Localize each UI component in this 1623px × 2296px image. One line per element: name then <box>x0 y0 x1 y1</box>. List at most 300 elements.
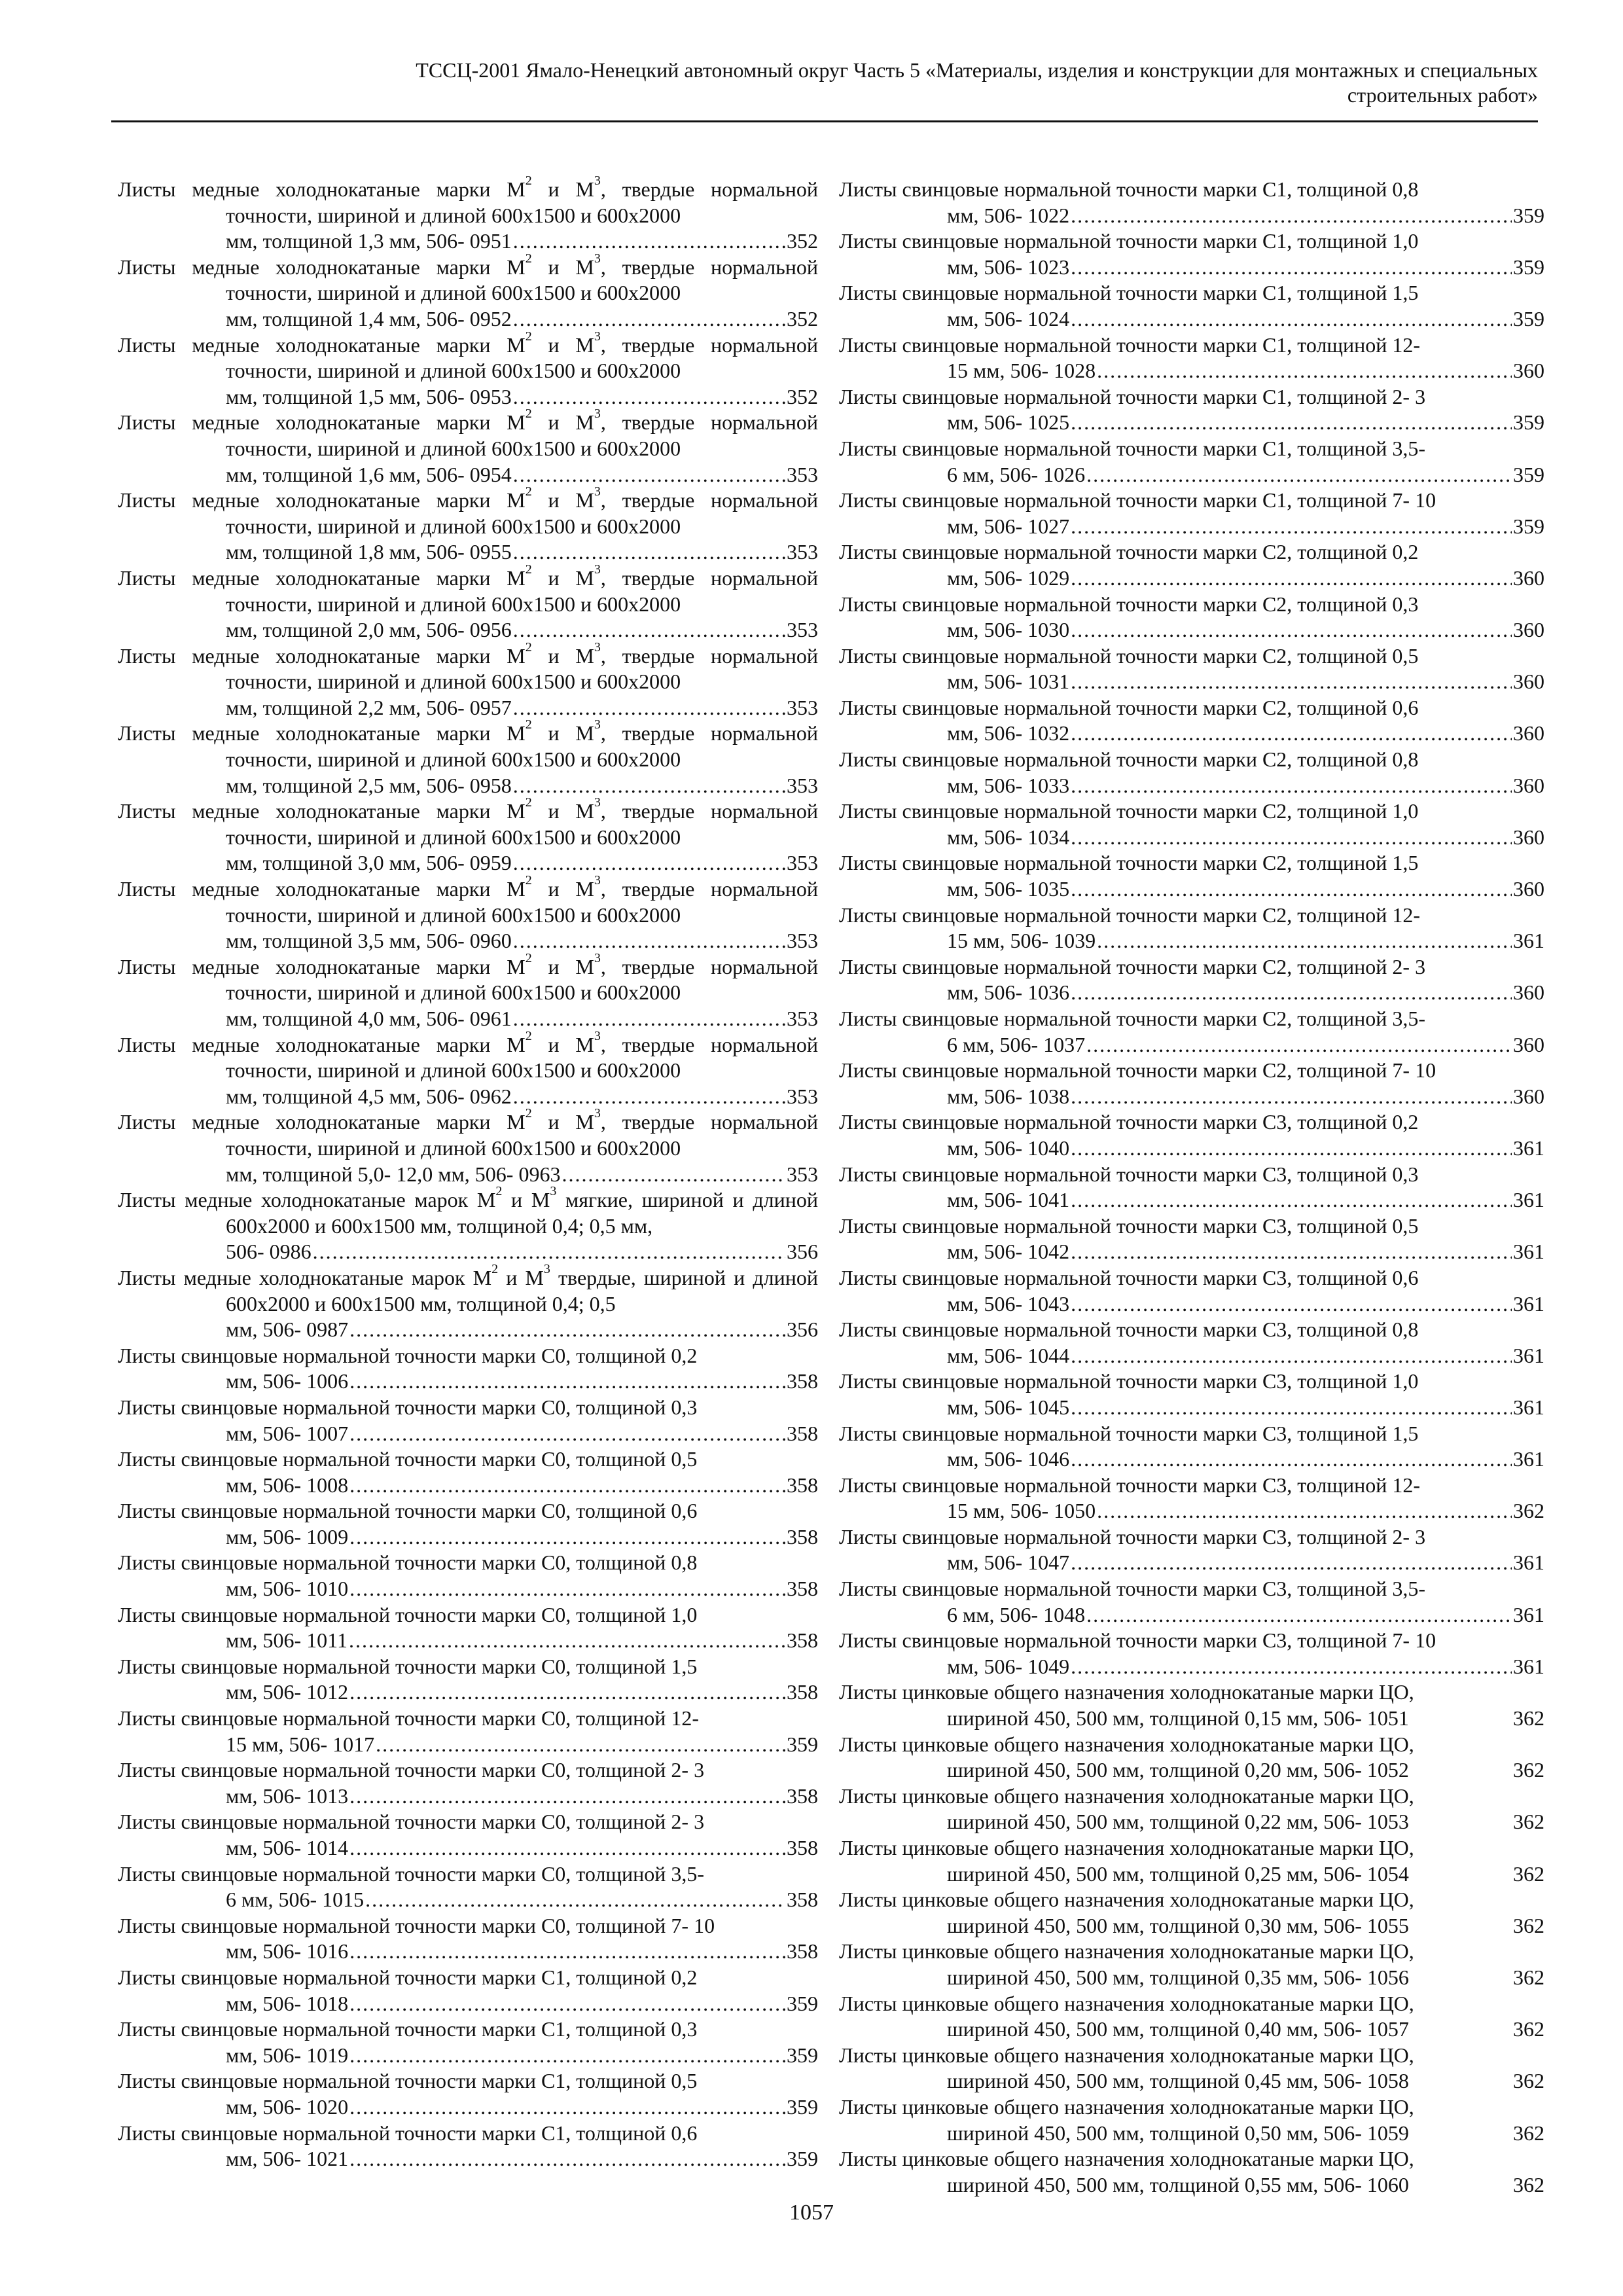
index-entry-page: 361 <box>1513 1291 1544 1316</box>
index-entry-text: Листы свинцовые нормальной точности марки С1, толщиной 0,2 <box>118 1965 698 1989</box>
index-entry-code: мм, 506- 1011 <box>226 1628 348 1653</box>
index-entry-text: Листы свинцовые нормальной точности марки С3, толщиной 3,5- <box>839 1577 1426 1601</box>
index-entry-code: мм, толщиной 1,6 мм, 506- 0954 <box>226 462 512 486</box>
index-entry-tail <box>947 462 1544 488</box>
index-entry <box>839 488 1544 539</box>
index-entry-page: 360 <box>1513 1032 1544 1056</box>
index-entry <box>118 1028 819 1110</box>
index-entry-text: Листы медные холоднокатаные марки $М^2$ и $М^3$, твердые нормальной точности, шириной и длиной 600х1500 и 600х2000 <box>118 717 819 772</box>
index-entry-page: 356 <box>787 1318 818 1342</box>
index-entry-page: 360 <box>1513 670 1544 694</box>
index-entry-tail <box>226 1084 818 1110</box>
index-entry <box>118 251 819 332</box>
dot-leader <box>513 850 785 876</box>
running-header-line-2: строительных работ» <box>1347 83 1538 107</box>
dot-leader <box>349 1369 785 1395</box>
index-entry-code: мм, 506- 1016 <box>226 1939 349 1964</box>
index-entry-code: шириной 450, 500 мм, толщиной 0,40 мм, 506- 1057 <box>947 2017 1409 2041</box>
index-entry <box>839 332 1544 384</box>
index-entry-tail <box>947 876 1544 903</box>
index-entry-code: мм, 506- 1020 <box>226 2094 349 2119</box>
index-entry-tail <box>226 1162 818 1188</box>
index-entry-tail <box>947 255 1544 281</box>
index-entry <box>839 228 1544 280</box>
dot-leader <box>513 539 785 565</box>
index-entry-code: мм, 506- 1010 <box>226 1577 349 1601</box>
index-entry-text: Листы цинковые общего назначения холоднокатаные марки ЦО, <box>839 1732 1414 1756</box>
index-entry-tail <box>226 1628 818 1654</box>
index-entry-page: 358 <box>787 1836 818 1859</box>
index-entry <box>118 1654 818 1706</box>
dot-leader <box>1071 1084 1512 1110</box>
index-entry-text: Листы медные холоднокатаные марки $М^2$ и $М^3$, твердые нормальной точности, шириной и длиной 600х1500 и 600х2000 <box>118 950 819 1005</box>
index-entry-code: мм, толщиной 5,0- 12,0 мм, 506- 0963 <box>226 1162 561 1186</box>
index-entry-tail <box>947 669 1544 695</box>
dot-leader <box>1097 928 1512 954</box>
index-entry-text: Листы медные холоднокатаные марок $М^2$ и $М^3$ твердые, шириной и длиной 600х2000 и 600х1500 мм, толщиной 0,4; 0,5 <box>118 1261 819 1316</box>
index-entry-text: Листы свинцовые нормальной точности марки С3, толщиной 1,0 <box>839 1369 1419 1393</box>
index-entry-page: 361 <box>1513 1240 1544 1264</box>
index-entry-text: Листы свинцовые нормальной точности марки С2, толщиной 0,5 <box>839 643 1419 668</box>
index-entry-tail <box>947 2068 1544 2094</box>
dot-leader <box>1071 1654 1512 1680</box>
index-entry-page: 361 <box>1513 929 1544 953</box>
index-entry-tail <box>947 1861 1544 1888</box>
index-entry <box>839 798 1544 850</box>
index-entry-text: Листы свинцовые нормальной точности марки С1, толщиной 7- 10 <box>839 488 1436 512</box>
index-entry-tail <box>226 1679 818 1706</box>
dot-leader <box>376 1732 785 1758</box>
index-entry <box>839 1265 1544 1317</box>
index-entry <box>118 2068 818 2120</box>
running-header-line-1: ТССЦ-2001 Ямало-Ненецкий автономный округ Часть 5 «Материалы, изделия и конструкции для монтажных и специальных <box>416 58 1538 82</box>
index-entry-page: 359 <box>1513 203 1544 227</box>
index-entry-page: 359 <box>787 1732 818 1756</box>
index-entry-tail <box>226 1524 818 1551</box>
index-entry <box>839 592 1544 643</box>
index-entry-code: мм, 506- 1008 <box>226 1473 349 1497</box>
index-entry-code: мм, 506- 1047 <box>947 1551 1070 1575</box>
dot-leader <box>349 2146 785 2172</box>
dot-leader <box>1071 1395 1512 1421</box>
index-entry <box>118 639 819 721</box>
index-entry-tail <box>226 228 818 255</box>
index-entry-page: 356 <box>787 1240 818 1264</box>
index-entry-page: 359 <box>1513 306 1544 331</box>
index-entry <box>839 1628 1544 1679</box>
index-entry-code: 15 мм, 506- 1017 <box>226 1732 375 1756</box>
index-entry-text: Листы свинцовые нормальной точности марки С0, толщиной 3,5- <box>118 1861 705 1886</box>
dot-leader <box>349 1835 785 1861</box>
index-entry <box>118 1602 818 1654</box>
index-entry <box>839 1369 1544 1420</box>
index-entry-page: 358 <box>787 1369 818 1393</box>
index-entry <box>118 717 819 798</box>
index-entry-code: мм, 506- 1029 <box>947 565 1070 590</box>
index-entry-text: Листы цинковые общего назначения холоднокатаные марки ЦО, <box>839 1991 1414 2015</box>
index-entry <box>118 484 819 565</box>
index-entry-code: мм, 506- 1023 <box>947 255 1070 279</box>
index-entry-code: мм, 506- 1033 <box>947 773 1070 797</box>
index-entry-text: Листы свинцовые нормальной точности марки С0, толщиной 2- 3 <box>118 1758 705 1782</box>
index-entry-code: мм, толщиной 1,5 мм, 506- 0953 <box>226 384 512 408</box>
index-entry-code: 6 мм, 506- 1026 <box>947 462 1086 486</box>
index-entry-code: мм, толщиной 2,0 мм, 506- 0956 <box>226 618 512 642</box>
index-entry-page: 353 <box>787 773 818 797</box>
index-entry <box>118 873 819 954</box>
index-entry-text: Листы свинцовые нормальной точности марки С2, толщиной 0,6 <box>839 695 1419 719</box>
index-entry-tail <box>947 825 1544 851</box>
index-entry-text: Листы свинцовые нормальной точности марки С1, толщиной 1,0 <box>839 229 1419 253</box>
index-entry-text: Листы свинцовые нормальной точности марки С1, толщиной 3,5- <box>839 436 1426 460</box>
index-entry-tail <box>947 617 1544 643</box>
index-entry-tail <box>947 1446 1544 1473</box>
index-entry-tail <box>226 539 818 565</box>
index-entry-text: Листы свинцовые нормальной точности марки С1, толщиной 1,5 <box>839 281 1419 305</box>
dot-leader <box>1071 1187 1512 1213</box>
index-entry-tail <box>947 1757 1544 1784</box>
index-entry-text: Листы свинцовые нормальной точности марки С2, толщиной 0,2 <box>839 540 1419 564</box>
index-entry <box>839 1887 1544 1939</box>
index-entry-text: Листы медные холоднокатаные марки $М^2$ и $М^3$, твердые нормальной точности, шириной и длиной 600х1500 и 600х2000 <box>118 173 819 227</box>
index-entry <box>118 2121 818 2172</box>
index-entry-page: 358 <box>787 1680 818 1704</box>
index-entry-code: мм, 506- 1043 <box>947 1291 1070 1316</box>
index-entry-code: шириной 450, 500 мм, толщиной 0,15 мм, 506- 1051 <box>947 1706 1409 1731</box>
index-entry-tail <box>947 2121 1544 2147</box>
index-entry-tail <box>947 928 1544 954</box>
index-entry-code: мм, 506- 1014 <box>226 1836 349 1859</box>
index-entry-text: Листы свинцовые нормальной точности марки С2, толщиной 2- 3 <box>839 954 1426 978</box>
dot-leader <box>1071 876 1512 903</box>
index-entry-text: Листы свинцовые нормальной точности марки С1, толщиной 0,3 <box>118 2017 698 2041</box>
dot-leader <box>513 695 785 721</box>
header-divider <box>111 120 1538 122</box>
index-entry-tail <box>947 2017 1544 2043</box>
index-entry-page: 353 <box>787 1007 818 1030</box>
index-entry-tail <box>947 1343 1544 1369</box>
index-entry-text: Листы медные холоднокатаные марок $М^2$ и $М^3$ мягкие, шириной и длиной 600х2000 и 600х1500 мм, толщиной 0,4; 0,5 мм, <box>118 1184 819 1238</box>
index-entry-tail <box>947 1084 1544 1110</box>
index-entry-code: шириной 450, 500 мм, толщиной 0,22 мм, 506- 1053 <box>947 1810 1409 1834</box>
index-entry-page: 361 <box>1513 1551 1544 1575</box>
index-entry-text: Листы цинковые общего назначения холоднокатаные марки ЦО, <box>839 1836 1414 1859</box>
index-entry-code: 15 мм, 506- 1039 <box>947 929 1096 953</box>
index-entry-tail <box>226 1369 818 1395</box>
index-entry-page: 361 <box>1513 1447 1544 1471</box>
index-entry-text: Листы свинцовые нормальной точности марки С2, толщиной 0,3 <box>839 592 1419 616</box>
index-entry <box>118 795 819 876</box>
dot-leader <box>1071 773 1512 799</box>
dot-leader <box>1071 721 1512 747</box>
index-entry <box>118 2017 818 2068</box>
index-entry-code: мм, 506- 1013 <box>226 1784 349 1808</box>
dot-leader <box>349 1576 785 1602</box>
dot-leader <box>513 306 785 332</box>
index-entry-tail <box>947 358 1544 384</box>
dot-leader <box>1071 1446 1512 1473</box>
index-entry-text: Листы цинковые общего назначения холоднокатаные марки ЦО, <box>839 1680 1414 1704</box>
index-entry-tail <box>947 1395 1544 1421</box>
index-entry <box>118 1861 818 1913</box>
index-entry <box>839 1524 1544 1576</box>
index-entry-page: 362 <box>1513 2121 1544 2145</box>
index-entry-code: мм, 506- 1036 <box>947 980 1070 1005</box>
dot-leader <box>1071 669 1512 695</box>
index-entry-page: 361 <box>1513 1395 1544 1419</box>
dot-leader <box>1071 306 1512 332</box>
dot-leader <box>513 462 785 488</box>
index-entry-code: 6 мм, 506- 1015 <box>226 1888 365 1912</box>
dot-leader <box>349 1317 785 1343</box>
index-entry-code: мм, 506- 0987 <box>226 1318 349 1342</box>
index-entry-code: мм, толщиной 2,2 мм, 506- 0957 <box>226 695 512 719</box>
index-entry-code: мм, толщиной 1,3 мм, 506- 0951 <box>226 229 512 253</box>
index-entry-tail <box>947 1706 1544 1732</box>
dot-leader <box>349 1473 785 1499</box>
index-entry-page: 359 <box>1513 514 1544 538</box>
index-entry <box>118 1261 819 1343</box>
index-entry-code: мм, 506- 1032 <box>947 721 1070 745</box>
index-entry-tail <box>947 1239 1544 1265</box>
index-entry-page: 358 <box>787 1421 818 1445</box>
index-entry-text: Листы медные холоднокатаные марки $М^2$ и $М^3$, твердые нормальной точности, шириной и длиной 600х1500 и 600х2000 <box>118 406 819 460</box>
index-entry-code: мм, 506- 1021 <box>226 2147 349 2171</box>
index-entry <box>118 1343 818 1395</box>
index-entry <box>839 1835 1544 1887</box>
index-entry-code: мм, 506- 1040 <box>947 1136 1070 1160</box>
index-entry-text: Листы свинцовые нормальной точности марки С3, толщиной 0,5 <box>839 1213 1419 1238</box>
dot-leader <box>349 2094 785 2121</box>
index-entry <box>839 1732 1544 1784</box>
index-entry-text: Листы свинцовые нормальной точности марки С3, толщиной 12- <box>839 1473 1421 1497</box>
index-entry <box>118 406 819 488</box>
index-entry <box>839 2094 1544 2146</box>
dot-leader <box>562 1162 785 1188</box>
index-entry <box>839 280 1544 332</box>
index-entry-tail <box>226 2043 818 2069</box>
dot-leader <box>1071 203 1512 229</box>
index-entry-text: Листы медные холоднокатаные марки $М^2$ и $М^3$, твердые нормальной точности, шириной и длиной 600х1500 и 600х2000 <box>118 1028 819 1083</box>
index-entry-page: 360 <box>1513 877 1544 901</box>
dot-leader <box>513 773 785 799</box>
index-entry <box>839 384 1544 436</box>
index-entry-code: мм, 506- 1035 <box>947 877 1070 901</box>
index-entry <box>118 1757 818 1809</box>
index-entry-tail <box>947 565 1544 592</box>
index-entry-text: Листы свинцовые нормальной точности марки С2, толщиной 7- 10 <box>839 1058 1436 1083</box>
index-entry-code: мм, 506- 1027 <box>947 514 1070 538</box>
index-entry-tail <box>947 1913 1544 1939</box>
index-entry <box>839 1213 1544 1265</box>
index-entry-text: Листы свинцовые нормальной точности марки С3, толщиной 2- 3 <box>839 1524 1426 1549</box>
index-entry <box>839 695 1544 747</box>
dot-leader <box>1086 1032 1512 1058</box>
index-entry-code: мм, 506- 1041 <box>947 1188 1070 1212</box>
index-entry-page: 353 <box>787 1162 818 1186</box>
index-entry-page: 361 <box>1513 1136 1544 1160</box>
index-entry-tail <box>947 1187 1544 1213</box>
index-entry-code: шириной 450, 500 мм, толщиной 0,45 мм, 506- 1058 <box>947 2069 1409 2093</box>
index-entry <box>839 1939 1544 1990</box>
index-entry-tail <box>226 1939 818 1965</box>
index-entry <box>839 539 1544 591</box>
index-entry-code: мм, 506- 1012 <box>226 1680 349 1704</box>
page-number: 1057 <box>789 2200 834 2225</box>
index-entry-tail <box>947 203 1544 229</box>
index-entry-page: 360 <box>1513 1084 1544 1108</box>
index-entry-text: Листы медные холоднокатаные марки $М^2$ и $М^3$, твердые нормальной точности, шириной и длиной 600х1500 и 600х2000 <box>118 873 819 927</box>
index-entry-tail <box>226 1991 818 2017</box>
dot-leader <box>365 1887 785 1913</box>
index-entry-page: 353 <box>787 618 818 642</box>
index-entry-page: 353 <box>787 540 818 564</box>
index-entry-tail <box>947 2172 1544 2198</box>
dot-leader <box>513 1006 785 1032</box>
index-entry-code: 506- 0986 <box>226 1240 312 1264</box>
index-entry-code: шириной 450, 500 мм, толщиной 0,20 мм, 506- 1052 <box>947 1758 1409 1782</box>
index-entry-text: Листы свинцовые нормальной точности марки С2, толщиной 3,5- <box>839 1007 1426 1030</box>
index-entry-code: мм, 506- 1009 <box>226 1524 349 1549</box>
dot-leader <box>349 1524 785 1551</box>
index-entry <box>839 1317 1544 1369</box>
index-entry-code: мм, 506- 1018 <box>226 1991 349 2015</box>
index-entry-text: Листы свинцовые нормальной точности марки С3, толщиной 1,5 <box>839 1421 1419 1445</box>
index-entry-page: 362 <box>1513 1758 1544 1782</box>
index-entry-code: мм, толщиной 3,5 мм, 506- 0960 <box>226 929 512 953</box>
index-entry-text: Листы свинцовые нормальной точности марки С1, толщиной 0,8 <box>839 177 1419 201</box>
index-entry-page: 358 <box>787 1939 818 1964</box>
index-entry-text: Листы цинковые общего назначения холоднокатаные марки ЦО, <box>839 2043 1414 2067</box>
index-entry-text: Листы свинцовые нормальной точности марки С3, толщиной 0,6 <box>839 1265 1419 1289</box>
index-entry-page: 358 <box>787 1524 818 1549</box>
index-entry-text: Листы медные холоднокатаные марки $М^2$ и $М^3$, твердые нормальной точности, шириной и длиной 600х1500 и 600х2000 <box>118 251 819 305</box>
index-entry-text: Листы свинцовые нормальной точности марки С1, толщиной 0,5 <box>118 2069 698 2093</box>
index-entry-code: мм, толщиной 1,4 мм, 506- 0952 <box>226 306 512 331</box>
index-entry <box>839 2146 1544 2198</box>
index-entry <box>118 1184 819 1265</box>
dot-leader <box>1071 1343 1512 1369</box>
index-entry-tail <box>226 1835 818 1861</box>
index-entry-text: Листы цинковые общего назначения холоднокатаные марки ЦО, <box>839 2147 1414 2171</box>
index-entry-code: мм, толщиной 4,0 мм, 506- 0961 <box>226 1007 512 1030</box>
index-entry <box>839 2043 1544 2094</box>
index-column-right <box>839 177 1544 2198</box>
index-entry <box>118 1498 818 1550</box>
index-entry-page: 359 <box>787 1991 818 2015</box>
index-entry <box>118 1446 818 1498</box>
index-entry <box>118 1706 818 1757</box>
index-entry-page: 361 <box>1513 1602 1544 1626</box>
index-entry-tail <box>226 1317 818 1343</box>
index-entry-text: Листы свинцовые нормальной точности марки С1, толщиной 0,6 <box>118 2121 698 2145</box>
dot-leader <box>1071 565 1512 592</box>
index-entry-page: 353 <box>787 851 818 875</box>
index-entry-code: мм, 506- 1007 <box>226 1421 349 1445</box>
index-entry-code: мм, 506- 1024 <box>947 306 1070 331</box>
index-entry-page: 362 <box>1513 1810 1544 1834</box>
index-entry-code: 6 мм, 506- 1037 <box>947 1032 1086 1056</box>
index-entry-text: Листы свинцовые нормальной точности марки С3, толщиной 0,3 <box>839 1162 1419 1186</box>
index-entry-tail <box>226 695 818 721</box>
index-entry-text: Листы медные холоднокатаные марки $М^2$ и $М^3$, твердые нормальной точности, шириной и длиной 600х1500 и 600х2000 <box>118 795 819 849</box>
index-entry-code: мм, 506- 1034 <box>947 825 1070 849</box>
index-entry-page: 362 <box>1513 2172 1544 2197</box>
index-entry-tail <box>226 928 818 954</box>
dot-leader <box>1086 462 1512 488</box>
index-entry-text: Листы свинцовые нормальной точности марки С0, толщиной 0,3 <box>118 1395 698 1419</box>
index-entry-page: 362 <box>1513 2069 1544 2093</box>
index-entry <box>839 1421 1544 1473</box>
index-entry-page: 360 <box>1513 618 1544 642</box>
index-entry-tail <box>947 1602 1544 1628</box>
index-entry-text: Листы медные холоднокатаные марки $М^2$ и $М^3$, твердые нормальной точности, шириной и длиной 600х1500 и 600х2000 <box>118 329 819 383</box>
index-entry-page: 358 <box>787 1577 818 1601</box>
index-entry-tail <box>226 1473 818 1499</box>
dot-leader <box>1086 1602 1512 1628</box>
index-entry-code: мм, 506- 1045 <box>947 1395 1070 1419</box>
index-entry-page: 360 <box>1513 825 1544 849</box>
index-entry-code: мм, 506- 1022 <box>947 203 1070 227</box>
index-entry-page: 362 <box>1513 1706 1544 1731</box>
dot-leader <box>1071 410 1512 436</box>
index-entry-page: 358 <box>787 1888 818 1912</box>
index-entry-page: 352 <box>787 306 818 331</box>
index-entry-page: 353 <box>787 462 818 486</box>
index-entry-tail <box>226 617 818 643</box>
index-entry-text: Листы свинцовые нормальной точности марки С0, толщиной 0,8 <box>118 1551 698 1575</box>
dot-leader <box>513 384 785 410</box>
index-entry-page: 362 <box>1513 2017 1544 2041</box>
index-entry-code: шириной 450, 500 мм, толщиной 0,25 мм, 506- 1054 <box>947 1861 1409 1886</box>
index-entry-tail <box>947 1498 1544 1524</box>
index-entry-tail <box>947 306 1544 332</box>
index-entry <box>839 1991 1544 2043</box>
index-entry-tail <box>226 1421 818 1447</box>
dot-leader <box>1071 1239 1512 1265</box>
index-entry-code: мм, 506- 1006 <box>226 1369 349 1393</box>
index-entry-tail <box>947 514 1544 540</box>
index-entry-text: Листы свинцовые нормальной точности марки С2, толщиной 0,8 <box>839 747 1419 772</box>
index-entry-tail <box>947 410 1544 436</box>
index-entry-page: 359 <box>1513 462 1544 486</box>
dot-leader <box>349 1628 785 1654</box>
index-entry <box>839 903 1544 954</box>
index-entry <box>839 850 1544 902</box>
index-entry <box>839 1006 1544 1058</box>
index-entry-text: Листы свинцовые нормальной точности марки С0, толщиной 0,2 <box>118 1343 698 1367</box>
index-entry-page: 352 <box>787 229 818 253</box>
index-entry-code: мм, толщиной 1,8 мм, 506- 0955 <box>226 540 512 564</box>
index-entry-text: Листы свинцовые нормальной точности марки С3, толщиной 0,2 <box>839 1110 1419 1134</box>
index-entry-page: 360 <box>1513 565 1544 590</box>
index-entry <box>839 436 1544 488</box>
index-entry-tail <box>947 1654 1544 1680</box>
index-entry-text: Листы свинцовые нормальной точности марки С3, толщиной 7- 10 <box>839 1628 1436 1653</box>
index-entry-tail <box>947 773 1544 799</box>
index-entry-tail <box>947 1032 1544 1058</box>
index-entry-text: Листы свинцовые нормальной точности марки С2, толщиной 1,0 <box>839 799 1419 823</box>
dot-leader <box>349 1784 785 1810</box>
index-entry-tail <box>226 1784 818 1810</box>
index-entry-text: Листы медные холоднокатаные марки $М^2$ и $М^3$, твердые нормальной точности, шириной и длиной 600х1500 и 600х2000 <box>118 1106 819 1160</box>
index-entry-code: мм, 506- 1038 <box>947 1084 1070 1108</box>
index-entry-page: 353 <box>787 1084 818 1108</box>
index-entry <box>839 1162 1544 1213</box>
index-entry <box>118 173 819 255</box>
index-entry-tail <box>947 1809 1544 1835</box>
index-entry-text: Листы медные холоднокатаные марки $М^2$ и $М^3$, твердые нормальной точности, шириной и длиной 600х1500 и 600х2000 <box>118 562 819 616</box>
